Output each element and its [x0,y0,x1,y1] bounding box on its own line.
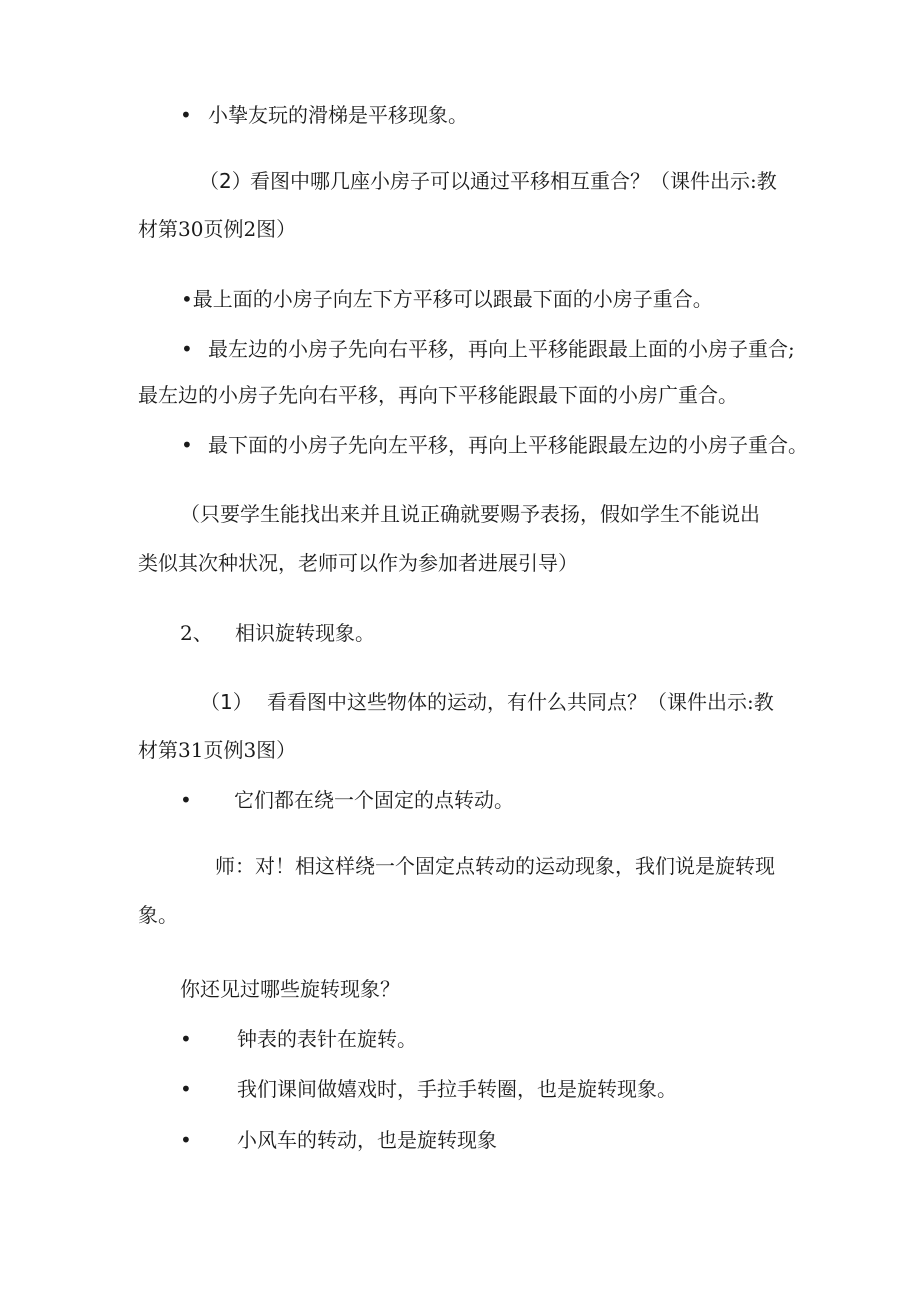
bullet-marker: • [180,788,192,812]
bullet-marker: • [180,1027,192,1051]
teacher-note-line2: 类似其次种状况，老师可以作为参加者进展引导） [138,551,578,575]
question-1-line1: 看看图中这些物体的运动，有什么共同点？（课件出示:教 [267,690,774,714]
question-2-line1: 看图中哪几座小房子可以通过平移相互重合？（课件出示:教 [250,169,777,193]
example-clock-text: 钟表的表针在旋转。 [237,1027,417,1051]
bullet-marker: • [180,103,192,127]
teacher-statement-line1: 师：对！相这样绕一个固定点转动的运动现象，我们说是旋转现 [215,854,775,878]
answer-1-text: •最上面的小房子向左下方平移可以跟最下面的小房子重合。 [181,287,713,311]
answer-2-line2: 最左边的小房子先向右平移，再向下平移能跟最下面的小房广重合。 [138,383,738,407]
section-number: 2、 [180,621,213,645]
section-title: 相识旋转现象。 [235,621,375,645]
example-pinwheel-text: 小风车的转动，也是旋转现象 [237,1128,497,1152]
question-1-label: （1） [200,690,253,714]
question-2-label: （2） [199,169,252,193]
teacher-note-line1: （只要学生能找出来并且说正确就要赐予表扬，假如学生不能说出 [180,502,760,526]
question-2-line2: 材第30页例2图） [138,217,297,241]
slide-translation-text: 小挚友玩的滑梯是平移现象。 [208,103,468,127]
bullet-marker: • [181,433,193,457]
bullet-marker: • [181,337,193,361]
bullet-marker: • [180,1077,192,1101]
teacher-statement-line2: 象。 [138,903,178,927]
question-1-line2: 材第31页例3图） [138,738,297,762]
example-game-text: 我们课间做嬉戏时，手拉手转圈，也是旋转现象。 [237,1077,677,1101]
rotation-prompt: 你还见过哪些旋转现象？ [180,977,400,1001]
answer-2-line1: 最左边的小房子先向右平移，再向上平移能跟最上面的小房子重合; [208,337,795,361]
bullet-marker: • [180,1128,192,1152]
answer-3-text: 最下面的小房子先向左平移，再向上平移能跟最左边的小房子重合。 [208,433,808,457]
rotation-answer-text: 它们都在绕一个固定的点转动。 [234,788,514,812]
